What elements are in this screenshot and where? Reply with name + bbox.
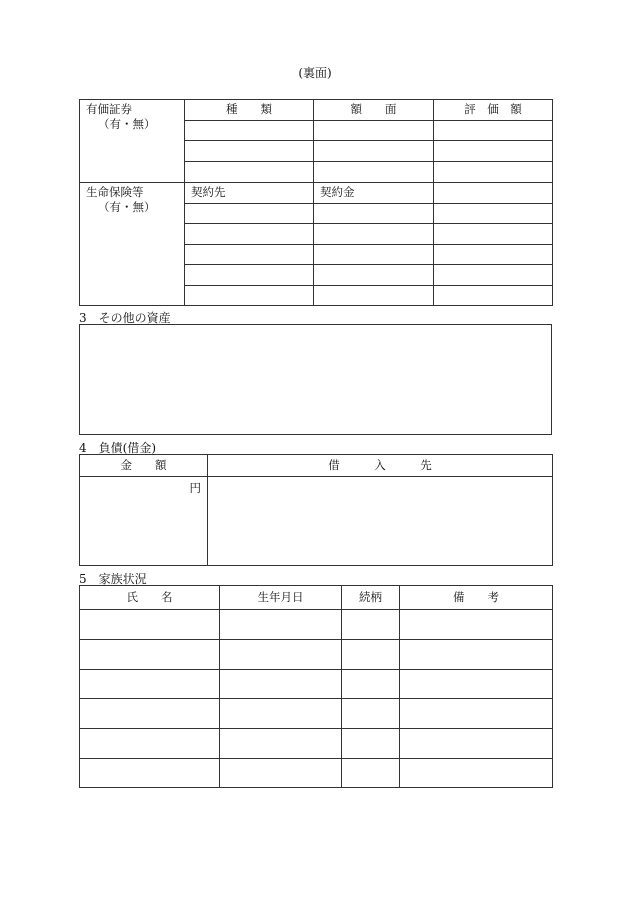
insurance-extra-header bbox=[434, 183, 553, 204]
insurance-contractor-cell[interactable] bbox=[185, 204, 314, 224]
insurance-amount-header: 契約金 bbox=[314, 183, 434, 204]
securities-face-value-header: 額 面 bbox=[314, 100, 434, 121]
securities-type-cell[interactable] bbox=[185, 141, 314, 162]
insurance-extra-cell[interactable] bbox=[434, 204, 553, 224]
family-remarks-cell[interactable] bbox=[400, 640, 553, 670]
family-relation-cell[interactable] bbox=[342, 729, 400, 759]
insurance-amount-cell[interactable] bbox=[314, 224, 434, 245]
family-relation-cell[interactable] bbox=[342, 759, 400, 788]
section-4-heading: 4 負債(借金) bbox=[79, 441, 156, 455]
insurance-extra-cell[interactable] bbox=[434, 245, 553, 265]
family-relation-header: 続柄 bbox=[342, 586, 400, 610]
family-name-cell[interactable] bbox=[80, 759, 220, 788]
securities-valuation-cell[interactable] bbox=[434, 141, 553, 162]
family-remarks-cell[interactable] bbox=[400, 759, 553, 788]
assets-table bbox=[79, 99, 553, 306]
securities-type-cell[interactable] bbox=[185, 162, 314, 183]
securities-valuation-cell[interactable] bbox=[434, 121, 553, 141]
page-title: (裏面) bbox=[298, 66, 332, 80]
family-birthdate-cell[interactable] bbox=[220, 670, 342, 699]
insurance-extra-cell[interactable] bbox=[434, 265, 553, 286]
yen-unit: 円 bbox=[189, 481, 201, 495]
family-relation-cell[interactable] bbox=[342, 610, 400, 640]
insurance-contractor-cell[interactable] bbox=[185, 245, 314, 265]
family-birthdate-cell[interactable] bbox=[220, 640, 342, 670]
debt-lender-header: 借 入 先 bbox=[208, 455, 553, 477]
insurance-amount-cell[interactable] bbox=[314, 204, 434, 224]
other-assets-box[interactable] bbox=[79, 324, 552, 435]
section-5-heading: 5 家族状況 bbox=[79, 572, 147, 586]
family-name-cell[interactable] bbox=[80, 729, 220, 759]
family-name-cell[interactable] bbox=[80, 699, 220, 729]
securities-valuation-cell[interactable] bbox=[434, 162, 553, 183]
family-birthdate-cell[interactable] bbox=[220, 610, 342, 640]
securities-face-value-cell[interactable] bbox=[314, 121, 434, 141]
debt-amount-cell[interactable] bbox=[80, 477, 208, 566]
securities-valuation-header: 評 価 額 bbox=[434, 100, 553, 121]
insurance-contractor-cell[interactable] bbox=[185, 265, 314, 286]
debt-lender-cell[interactable] bbox=[208, 477, 553, 566]
family-birthdate-cell[interactable] bbox=[220, 759, 342, 788]
family-relation-cell[interactable] bbox=[342, 699, 400, 729]
family-remarks-cell[interactable] bbox=[400, 610, 553, 640]
family-birthdate-cell[interactable] bbox=[220, 729, 342, 759]
family-remarks-cell[interactable] bbox=[400, 670, 553, 699]
insurance-presence: （有・無） bbox=[98, 199, 156, 214]
insurance-extra-cell[interactable] bbox=[434, 286, 553, 306]
insurance-extra-cell[interactable] bbox=[434, 224, 553, 245]
family-name-header: 氏 名 bbox=[80, 586, 220, 610]
family-birthdate-cell[interactable] bbox=[220, 699, 342, 729]
insurance-contractor-cell[interactable] bbox=[185, 224, 314, 245]
debt-table bbox=[79, 454, 553, 566]
insurance-label: 生命保険等 bbox=[86, 185, 144, 199]
insurance-contractor-header: 契約先 bbox=[185, 183, 314, 204]
family-relation-cell[interactable] bbox=[342, 640, 400, 670]
insurance-amount-cell[interactable] bbox=[314, 286, 434, 306]
debt-amount-header: 金 額 bbox=[80, 455, 208, 477]
family-remarks-header: 備 考 bbox=[400, 586, 553, 610]
family-table bbox=[79, 585, 553, 788]
securities-presence: （有・無） bbox=[98, 116, 156, 131]
family-remarks-cell[interactable] bbox=[400, 729, 553, 759]
family-remarks-cell[interactable] bbox=[400, 699, 553, 729]
section-3-heading: 3 その他の資産 bbox=[79, 311, 171, 325]
family-relation-cell[interactable] bbox=[342, 670, 400, 699]
insurance-contractor-cell[interactable] bbox=[185, 286, 314, 306]
securities-face-value-cell[interactable] bbox=[314, 162, 434, 183]
securities-face-value-cell[interactable] bbox=[314, 141, 434, 162]
family-name-cell[interactable] bbox=[80, 610, 220, 640]
family-birthdate-header: 生年月日 bbox=[220, 586, 342, 610]
insurance-label-cell bbox=[80, 183, 185, 306]
securities-label: 有価証券 bbox=[86, 102, 132, 116]
family-name-cell[interactable] bbox=[80, 640, 220, 670]
insurance-amount-cell[interactable] bbox=[314, 245, 434, 265]
securities-label-cell bbox=[80, 100, 185, 183]
family-name-cell[interactable] bbox=[80, 670, 220, 699]
securities-type-cell[interactable] bbox=[185, 121, 314, 141]
insurance-amount-cell[interactable] bbox=[314, 265, 434, 286]
securities-type-header: 種 類 bbox=[185, 100, 314, 121]
